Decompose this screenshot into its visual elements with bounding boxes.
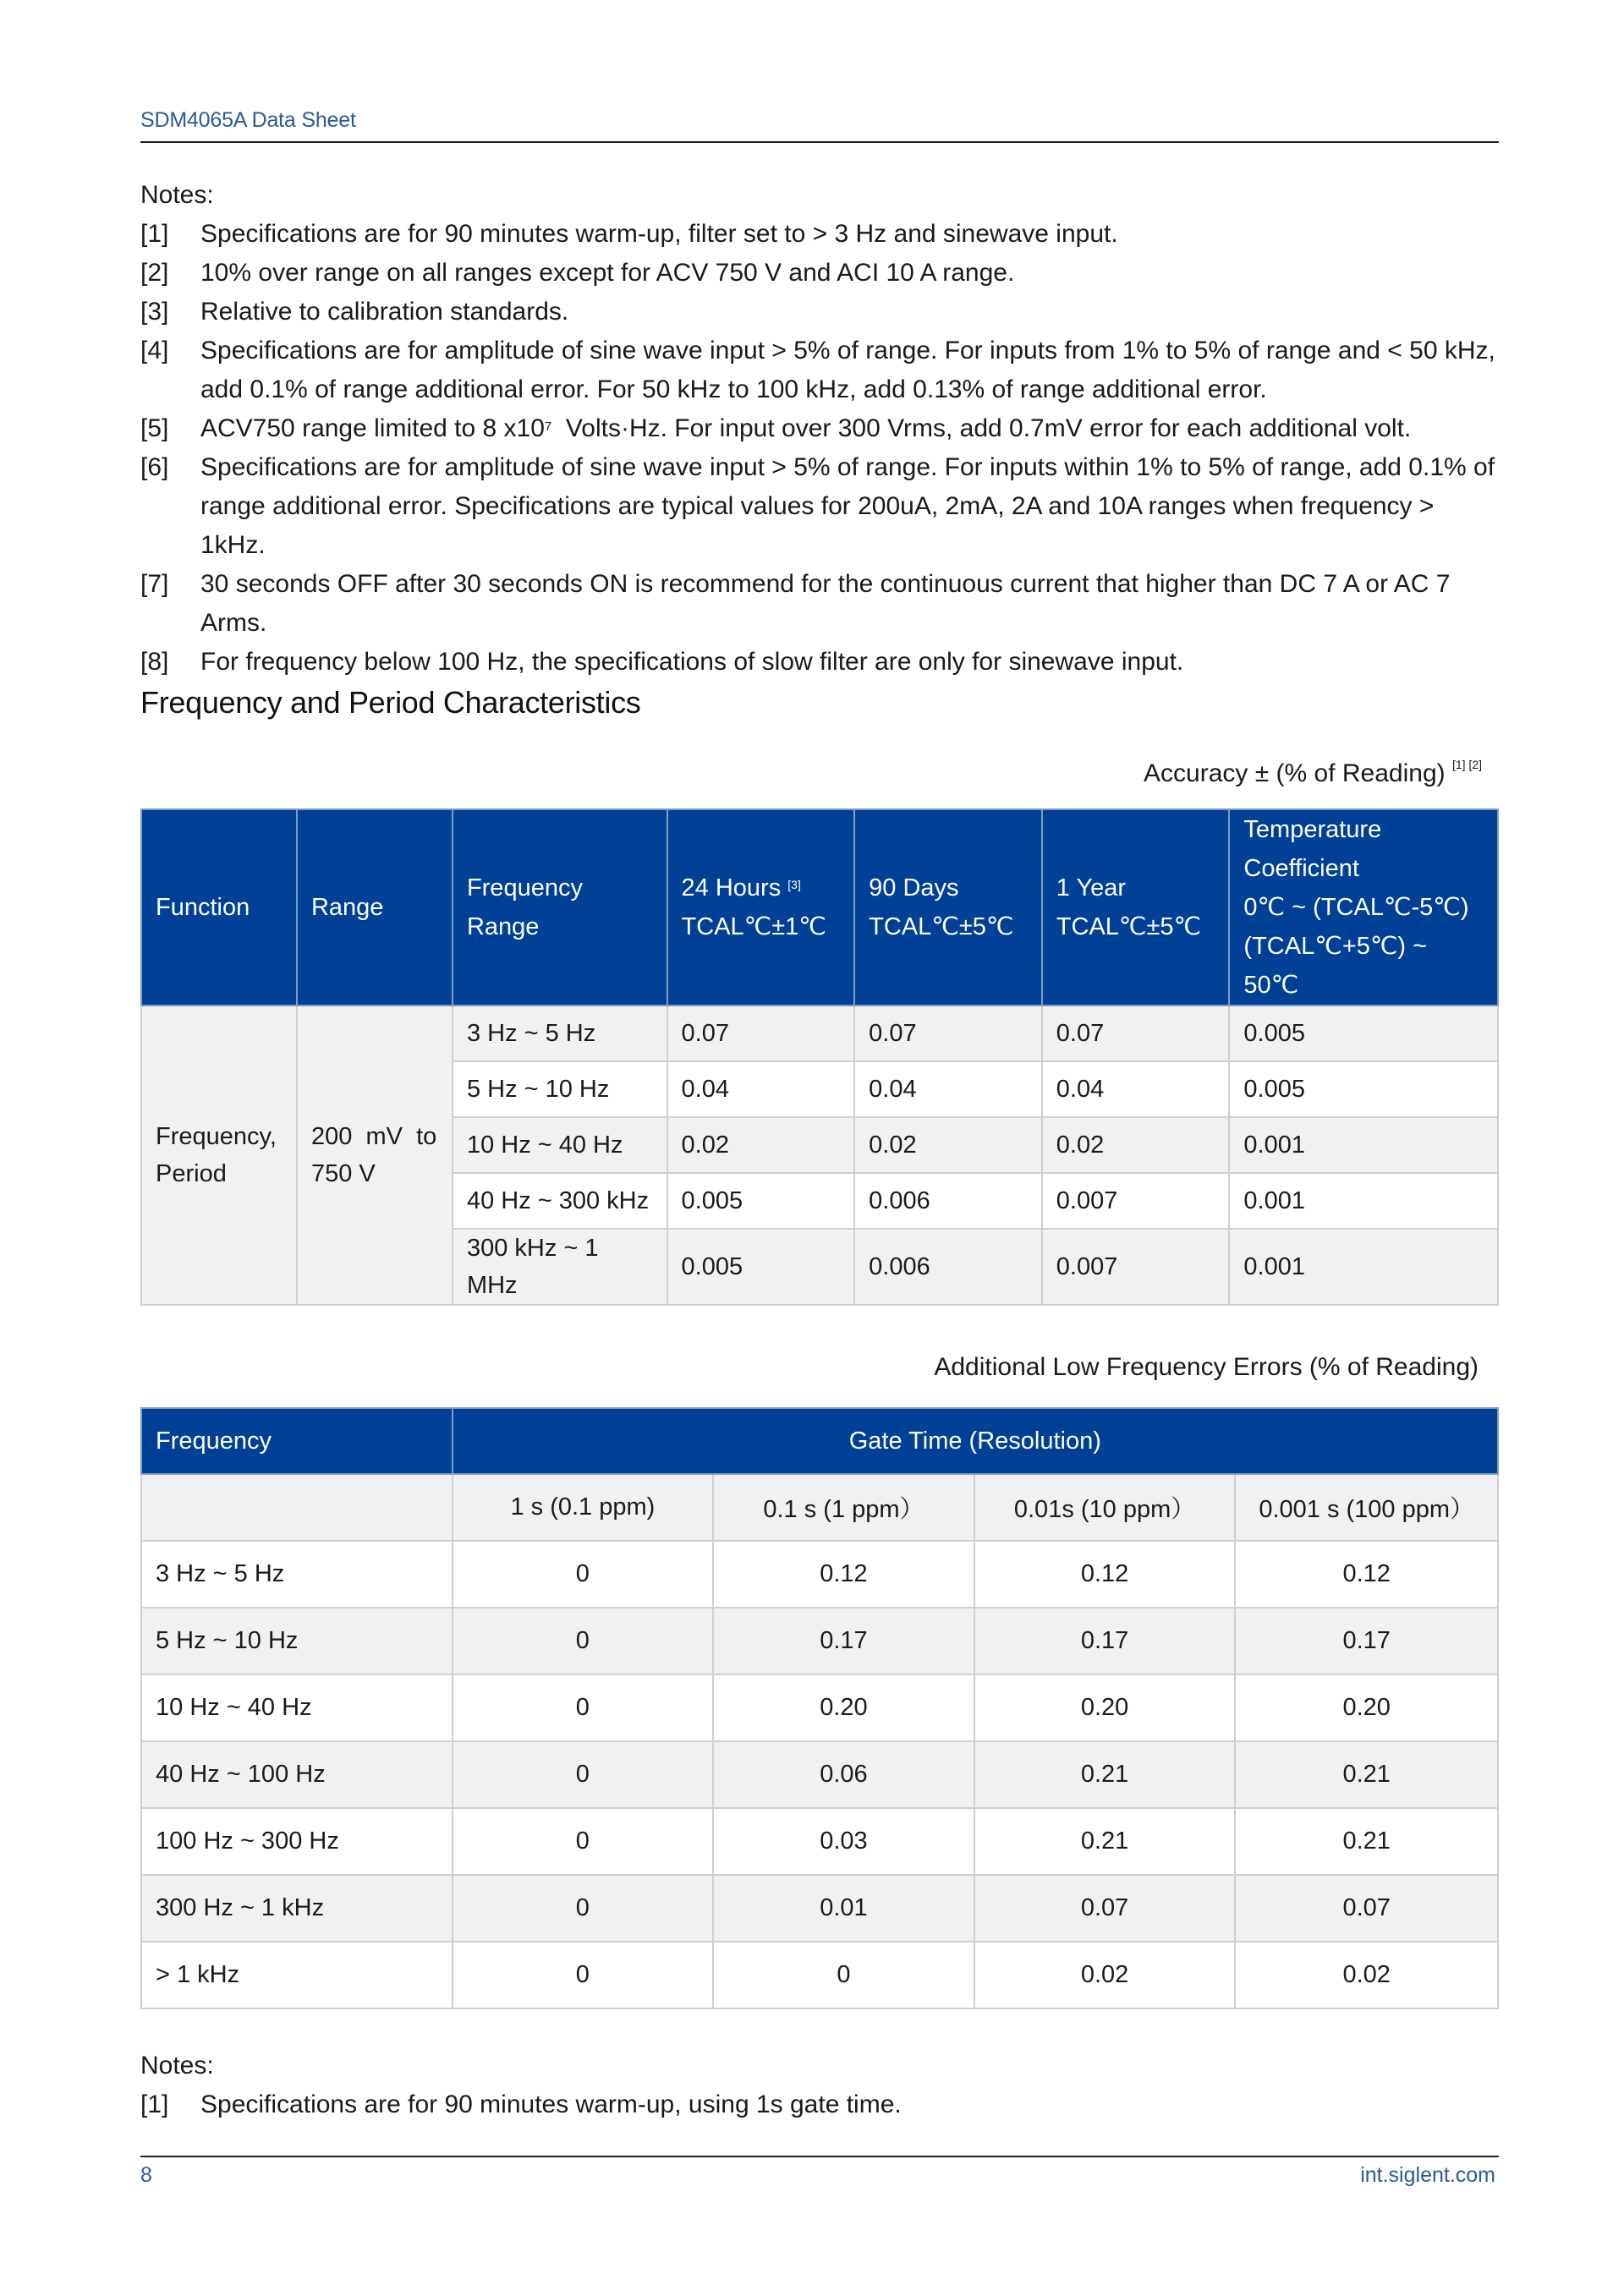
header-function: Function — [141, 809, 297, 1006]
frequency-cell: 5 Hz ~ 10 Hz — [141, 1608, 453, 1674]
temp-coefficient-cell: 0.001 — [1229, 1117, 1498, 1173]
accuracy-caption — [1144, 759, 1482, 788]
error-cell: 0.06 — [713, 1741, 974, 1808]
error-cell: 0.20 — [1235, 1674, 1498, 1741]
error-cell: 0.20 — [974, 1674, 1236, 1741]
table-subheader-row — [141, 1474, 1498, 1541]
error-cell: 0.21 — [974, 1741, 1236, 1808]
note-number: [1] — [140, 2091, 169, 2118]
table-row — [141, 1006, 1498, 1061]
accuracy-90d-cell: 0.04 — [854, 1061, 1042, 1117]
accuracy-24h-cell: 0.02 — [667, 1117, 855, 1173]
note-text — [200, 409, 1502, 448]
header-line: TCAL℃±5℃ — [869, 913, 1014, 940]
accuracy-90d-cell: 0.006 — [854, 1229, 1042, 1305]
accuracy-1y-cell: 0.007 — [1042, 1173, 1230, 1229]
header-temperature-coefficient — [1229, 809, 1498, 1006]
error-cell: 0.07 — [1235, 1875, 1498, 1942]
range-cell — [297, 1006, 453, 1305]
header-24-hours — [667, 809, 855, 1006]
document-title: SDM4065A Data Sheet — [140, 108, 356, 132]
note-text: Relative to calibration standards. — [200, 298, 569, 326]
accuracy-table — [140, 808, 1499, 1306]
frequency-cell: > 1 kHz — [141, 1942, 453, 2008]
header-divider — [140, 141, 1499, 143]
note-item — [140, 215, 1502, 254]
header-1-year — [1042, 809, 1230, 1006]
accuracy-24h-cell: 0.005 — [667, 1173, 855, 1229]
header-line: Range — [466, 913, 540, 940]
note-text: Specifications are for amplitude of sine wave input > 5% of range. For inputs within 1% to 5% of range, add 0.1% of range additional error. Specifications are typical values for 200uA, 2mA, 2A and 10A ranges when frequency > 1kHz. — [200, 453, 1495, 559]
note-number: [2] — [140, 259, 169, 287]
error-cell: 0.17 — [1235, 1608, 1498, 1674]
accuracy-1y-cell: 0.07 — [1042, 1006, 1230, 1061]
accuracy-24h-cell: 0.04 — [667, 1061, 855, 1117]
header-line: 24 Hours — [681, 874, 782, 901]
error-cell: 0 — [453, 1875, 714, 1942]
note-number: [3] — [140, 298, 169, 326]
error-cell: 0 — [453, 1674, 714, 1741]
note-text-part: ACV750 range limited to 8 x10 — [200, 414, 545, 442]
table-row — [141, 1674, 1498, 1741]
note-item — [140, 254, 1502, 293]
header-line: (TCAL℃+5℃) ~ 50℃ — [1243, 933, 1428, 999]
error-cell: 0 — [453, 1741, 714, 1808]
notes-label: Notes: — [140, 2052, 214, 2080]
table-header-row — [141, 1408, 1498, 1474]
low-frequency-errors-table — [140, 1407, 1499, 2009]
table-row — [141, 1942, 1498, 2008]
error-cell: 0.21 — [1235, 1808, 1498, 1875]
header-footnote-ref: [3] — [787, 878, 801, 891]
website-link[interactable]: int.siglent.com — [1360, 2163, 1495, 2187]
error-cell: 0.12 — [713, 1541, 974, 1608]
frequency-cell: 300 Hz ~ 1 kHz — [141, 1875, 453, 1942]
error-cell: 0.02 — [974, 1942, 1236, 2008]
accuracy-90d-cell: 0.006 — [854, 1173, 1042, 1229]
accuracy-1y-cell: 0.02 — [1042, 1117, 1230, 1173]
header-line: TCAL℃±1℃ — [681, 913, 826, 940]
section-heading: Frequency and Period Characteristics — [140, 685, 641, 720]
cell-line: 750 V — [310, 1160, 376, 1187]
header-range: Range — [297, 809, 453, 1006]
error-cell: 0.17 — [974, 1608, 1236, 1674]
note-number: [4] — [140, 337, 169, 364]
low-frequency-caption: Additional Low Frequency Errors (% of Reading) — [934, 1353, 1479, 1381]
header-line: Temperature — [1243, 816, 1382, 843]
frequency-range-cell: 5 Hz ~ 10 Hz — [453, 1061, 667, 1117]
subheader-gate-0.001s: 0.001 s (100 ppm） — [1235, 1474, 1498, 1541]
table-row — [141, 1541, 1498, 1608]
note-text: Specifications are for amplitude of sine wave input > 5% of range. For inputs from 1% to 5% of range and < 50 kHz, add 0.1% of range additional error. For 50 kHz to 100 kHz, add 0.13% of range additional error. — [200, 337, 1495, 403]
error-cell: 0 — [453, 1608, 714, 1674]
subheader-gate-0.01s: 0.01s (10 ppm） — [974, 1474, 1236, 1541]
header-gate-time: Gate Time (Resolution) — [453, 1408, 1498, 1474]
frequency-cell: 100 Hz ~ 300 Hz — [141, 1808, 453, 1875]
error-cell: 0.02 — [1235, 1942, 1498, 2008]
frequency-cell: 40 Hz ~ 100 Hz — [141, 1741, 453, 1808]
notes-label: Notes: — [140, 181, 214, 209]
note-number: [1] — [140, 220, 169, 248]
header-line: TCAL℃±5℃ — [1056, 913, 1202, 940]
frequency-cell: 3 Hz ~ 5 Hz — [141, 1541, 453, 1608]
table-row — [141, 1875, 1498, 1942]
error-cell: 0 — [453, 1808, 714, 1875]
table-row — [141, 1608, 1498, 1674]
error-cell: 0.17 — [713, 1608, 974, 1674]
caption-text: Accuracy ± (% of Reading) — [1144, 759, 1446, 787]
temp-coefficient-cell: 0.005 — [1229, 1061, 1498, 1117]
note-item — [140, 2085, 1502, 2124]
error-cell: 0.12 — [974, 1541, 1236, 1608]
frequency-range-cell: 3 Hz ~ 5 Hz — [453, 1006, 667, 1061]
note-number: [7] — [140, 570, 169, 598]
header-line: 1 Year — [1056, 874, 1127, 901]
accuracy-90d-cell: 0.02 — [854, 1117, 1042, 1173]
error-cell: 0.21 — [974, 1808, 1236, 1875]
note-item — [140, 643, 1502, 682]
error-cell: 0.12 — [1235, 1541, 1498, 1608]
note-item — [140, 409, 1502, 448]
note-item — [140, 565, 1502, 643]
cell-line: Frequency, — [156, 1123, 277, 1150]
accuracy-1y-cell: 0.04 — [1042, 1061, 1230, 1117]
temp-coefficient-cell: 0.001 — [1229, 1173, 1498, 1229]
table-header-row — [141, 809, 1498, 1006]
caption-footnote-ref: [1] [2] — [1451, 758, 1482, 771]
header-line: 0℃ ~ (TCAL℃-5℃) — [1243, 894, 1469, 921]
note-text: Specifications are for 90 minutes warm-up, filter set to > 3 Hz and sinewave input. — [200, 220, 1118, 248]
note-number: [8] — [140, 648, 169, 676]
cell-line: Period — [156, 1160, 227, 1187]
frequency-range-cell: 10 Hz ~ 40 Hz — [453, 1117, 667, 1173]
note-item — [140, 293, 1502, 332]
error-cell: 0.07 — [974, 1875, 1236, 1942]
note-text: 10% over range on all ranges except for ACV 750 V and ACI 10 A range. — [200, 259, 1015, 287]
header-90-days — [854, 809, 1042, 1006]
note-text-part: Volts·Hz. For input over 300 Vrms, add 0.7mV error for each additional volt. — [551, 414, 1412, 442]
header-frequency-range — [453, 809, 667, 1006]
accuracy-90d-cell: 0.07 — [854, 1006, 1042, 1061]
frequency-range-cell: 300 kHz ~ 1 MHz — [453, 1229, 667, 1305]
note-number: [6] — [140, 453, 169, 481]
note-text: 30 seconds OFF after 30 seconds ON is recommend for the continuous current that higher than DC 7 A or AC 7 Arms. — [200, 570, 1451, 637]
temp-coefficient-cell: 0.005 — [1229, 1006, 1498, 1061]
function-cell — [141, 1006, 297, 1305]
table-row — [141, 1741, 1498, 1808]
error-cell: 0 — [713, 1942, 974, 2008]
footer-divider — [140, 2156, 1499, 2157]
accuracy-24h-cell: 0.005 — [667, 1229, 855, 1305]
subheader-cell — [141, 1474, 453, 1541]
notes-top — [140, 176, 1502, 682]
header-line: 90 Days — [869, 874, 959, 901]
error-cell: 0.21 — [1235, 1741, 1498, 1808]
error-cell: 0.03 — [713, 1808, 974, 1875]
header-frequency: Frequency — [141, 1408, 453, 1474]
error-cell: 0.01 — [713, 1875, 974, 1942]
error-cell: 0 — [453, 1541, 714, 1608]
note-text: For frequency below 100 Hz, the specifications of slow filter are only for sinewave input. — [200, 648, 1184, 676]
error-cell: 0 — [453, 1942, 714, 2008]
note-number: [5] — [140, 414, 169, 442]
accuracy-1y-cell: 0.007 — [1042, 1229, 1230, 1305]
temp-coefficient-cell: 0.001 — [1229, 1229, 1498, 1305]
superscript: 7 — [544, 419, 552, 434]
note-item — [140, 448, 1502, 565]
frequency-cell: 10 Hz ~ 40 Hz — [141, 1674, 453, 1741]
header-line: Frequency — [466, 874, 583, 901]
note-item — [140, 332, 1502, 409]
error-cell: 0.20 — [713, 1674, 974, 1741]
subheader-gate-0.1s: 0.1 s (1 ppm） — [713, 1474, 974, 1541]
table-row — [141, 1808, 1498, 1875]
subheader-gate-1s: 1 s (0.1 ppm) — [453, 1474, 714, 1541]
notes-bottom — [140, 2047, 1502, 2124]
frequency-range-cell: 40 Hz ~ 300 kHz — [453, 1173, 667, 1229]
header-line: Coefficient — [1243, 855, 1359, 882]
note-text: Specifications are for 90 minutes warm-up, using 1s gate time. — [200, 2091, 902, 2118]
accuracy-24h-cell: 0.07 — [667, 1006, 855, 1061]
page-number: 8 — [140, 2163, 152, 2187]
cell-line: 200 mV to — [310, 1123, 437, 1150]
